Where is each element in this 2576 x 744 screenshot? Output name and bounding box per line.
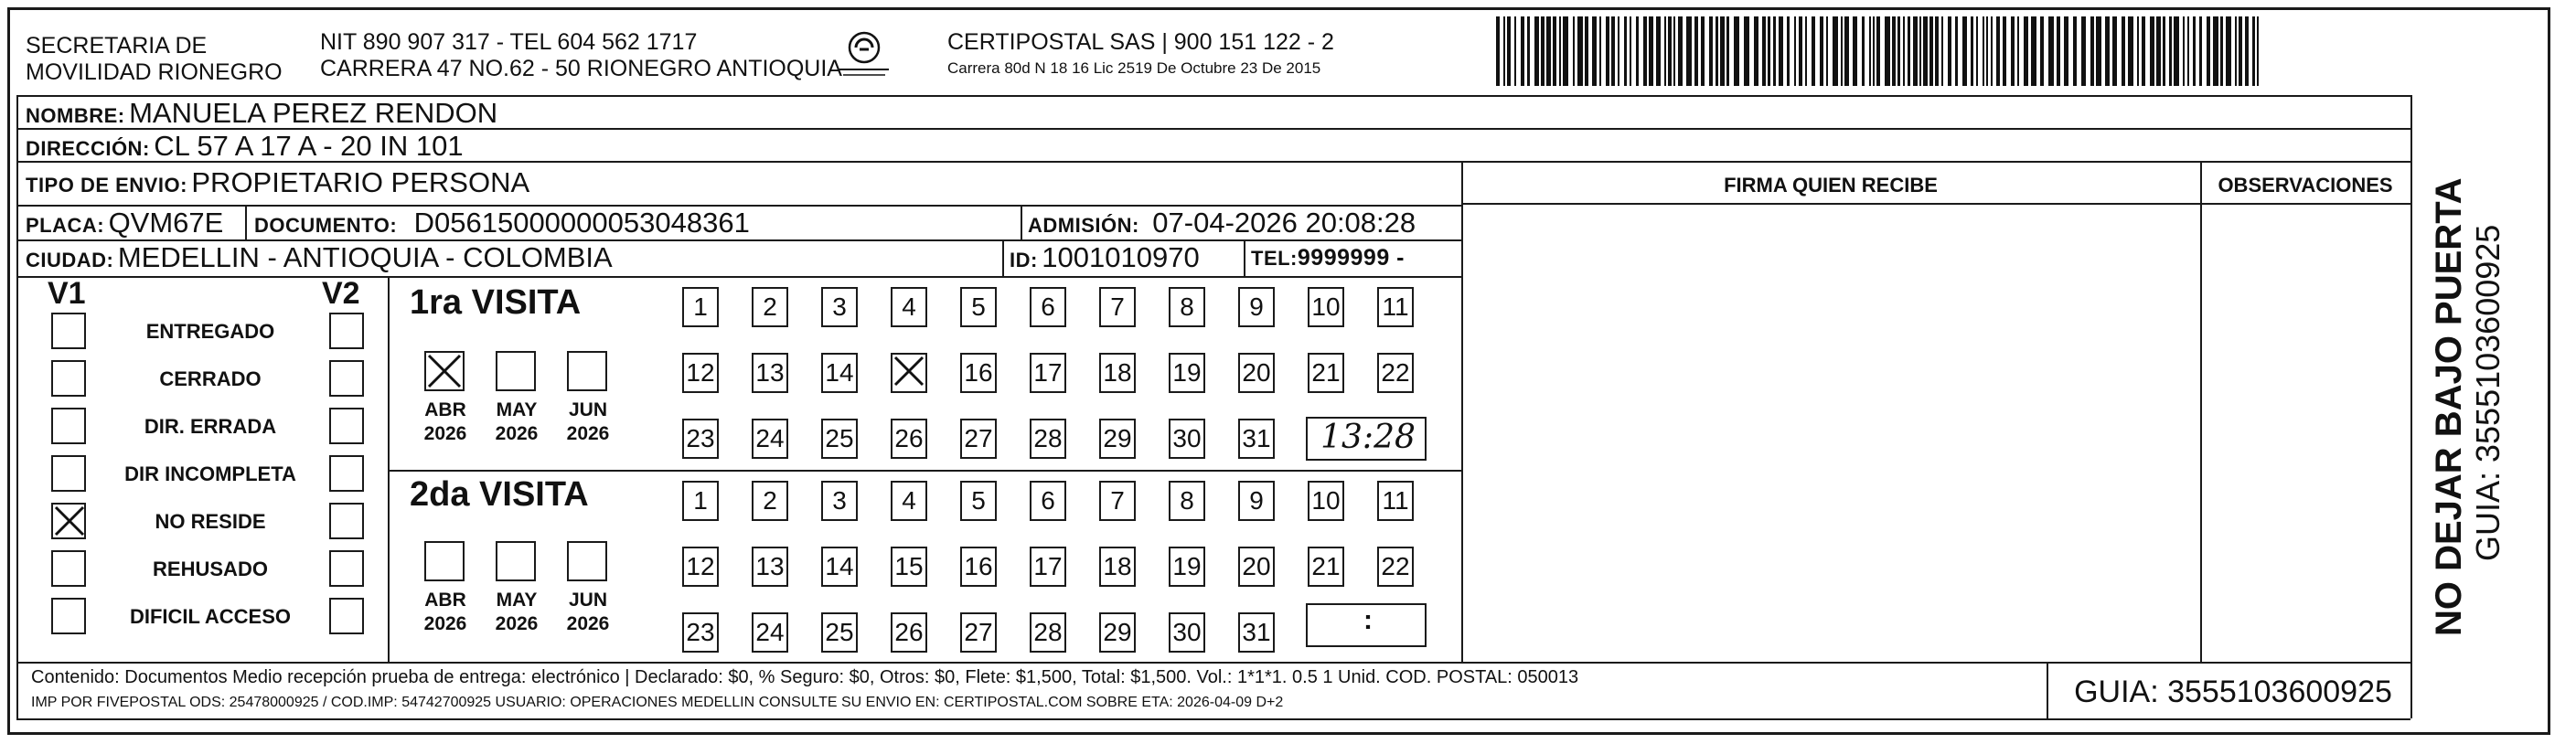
barcode-bar [1799, 16, 1802, 86]
barcode-bar [1503, 16, 1505, 86]
day-box[interactable]: 11 [1377, 287, 1414, 327]
barcode-bar [1996, 16, 2000, 86]
side-guia: GUIA: 3555103600925 [2469, 224, 2507, 561]
nombre-value: MANUELA PEREZ RENDON [129, 97, 498, 129]
day-box[interactable]: 28 [1030, 419, 1066, 459]
barcode-bar [1826, 16, 1828, 86]
barcode-bar [1553, 16, 1556, 86]
barcode-bar [2017, 16, 2019, 86]
day-box[interactable]: 25 [821, 419, 858, 459]
day-box[interactable]: 25 [821, 612, 858, 653]
day-box[interactable]: 1 [682, 481, 719, 521]
barcode-bar [2024, 16, 2028, 86]
issuer-name [26, 33, 283, 86]
visit2-time: : [1363, 605, 1373, 635]
day-box[interactable]: 13 [752, 547, 788, 587]
day-box[interactable]: 15 [891, 547, 927, 587]
month-name: ABR [424, 590, 466, 611]
v2-checkbox[interactable] [329, 360, 364, 397]
day-box[interactable]: 3 [821, 287, 858, 327]
tel-field [1251, 245, 1405, 271]
v2-label: V2 [322, 276, 360, 311]
barcode-bar [1521, 16, 1524, 86]
barcode-bar [2207, 16, 2210, 86]
day-box[interactable]: 29 [1099, 612, 1136, 653]
day-box[interactable]: 14 [821, 547, 858, 587]
day-box[interactable]: 3 [821, 481, 858, 521]
courier-logo-icon [832, 29, 896, 80]
barcode-bar [1720, 16, 1725, 86]
barcode-bar [1624, 16, 1627, 86]
placa-field [26, 207, 223, 239]
barcode-bar [1908, 16, 1910, 86]
day-box[interactable]: 1 [682, 287, 719, 327]
v2-checkbox[interactable] [329, 598, 364, 634]
v2-checkbox[interactable] [329, 503, 364, 539]
day-box[interactable]: 30 [1169, 419, 1205, 459]
barcode-bar [1611, 16, 1615, 86]
day-box[interactable]: 18 [1099, 353, 1136, 393]
footer-guia: GUIA: 3555103600925 [2074, 675, 2392, 709]
barcode-bar [2169, 16, 2172, 86]
id-label: ID: [1010, 249, 1038, 271]
barcode-bar [1923, 16, 1928, 86]
status-label: REHUSADO [153, 558, 268, 580]
barcode-bar [1709, 16, 1713, 86]
barcode-bar [1664, 16, 1666, 86]
day-box[interactable]: 14 [821, 353, 858, 393]
barcode-bar [2096, 16, 2101, 86]
barcode-bar [2193, 16, 2196, 86]
barcode-bar [1563, 16, 1568, 86]
firma-area[interactable] [1465, 207, 2197, 658]
barcode-bar [2040, 16, 2044, 86]
admision-field [1028, 207, 1416, 239]
ciudad-label: CIUDAD: [26, 249, 114, 271]
barcode-bar [1805, 16, 1807, 86]
observaciones-area[interactable] [2204, 207, 2407, 658]
nombre-row [26, 97, 497, 130]
barcode-bar [1853, 16, 1857, 86]
barcode-bar [1844, 16, 1849, 86]
barcode-bar [2031, 16, 2036, 86]
barcode-bar [1941, 16, 1943, 86]
month-name: JUN [568, 590, 607, 611]
day-box[interactable]: 8 [1169, 481, 1205, 521]
barcode-bar [2252, 16, 2255, 86]
day-box[interactable]: 10 [1308, 481, 1344, 521]
barcode-bar [1841, 16, 1843, 86]
issuer-line2: MOVILIDAD RIONEGRO [26, 59, 283, 85]
barcode-bar [1892, 16, 1896, 86]
barcode-bar [1514, 16, 1516, 86]
barcode-bar [1678, 16, 1683, 86]
barcode-bar [1636, 16, 1639, 86]
barcode-bar [1962, 16, 1967, 86]
barcode-bar [2105, 16, 2110, 86]
admision-value: 07-04-2026 20:08:28 [1152, 207, 1416, 239]
barcode-bar [1599, 16, 1601, 86]
day-box[interactable]: 23 [682, 419, 719, 459]
barcode-bar [2112, 16, 2117, 86]
id-value: 1001010970 [1042, 241, 1200, 273]
barcode-bar [1885, 16, 1890, 86]
barcode-bar [1496, 16, 1500, 86]
ciudad-field [26, 241, 613, 274]
barcode-bar [1694, 16, 1698, 86]
month-name: MAY [496, 399, 538, 420]
barcode-bar [1971, 16, 1973, 86]
visit1-title: 1ra VISITA [410, 283, 582, 322]
barcode-bar [1668, 16, 1672, 86]
id-field [1010, 241, 1200, 274]
barcode-bar [1686, 16, 1692, 86]
day-box[interactable]: 19 [1169, 353, 1205, 393]
barcode-bar [1618, 16, 1619, 86]
barcode-bar [2174, 16, 2179, 86]
barcode-bar [1630, 16, 1631, 86]
nit-line: NIT 890 907 317 - TEL 604 562 1717 [320, 29, 698, 55]
visit2-title: 2da VISITA [410, 475, 589, 514]
day-box[interactable]: 7 [1099, 481, 1136, 521]
barcode-bar [1643, 16, 1647, 86]
barcode-bar [1876, 16, 1880, 86]
day-box[interactable]: 22 [1377, 353, 1414, 393]
barcode-bar [1913, 16, 1918, 86]
day-box[interactable]: 28 [1030, 612, 1066, 653]
ciudad-value: MEDELLIN - ANTIOQUIA - COLOMBIA [117, 241, 613, 273]
side-notice: NO DEJAR BAJO PUERTA [2429, 177, 2469, 636]
day-box[interactable]: 9 [1238, 287, 1275, 327]
v2-checkbox[interactable] [329, 550, 364, 587]
barcode-bar [1976, 16, 1978, 86]
barcode-bar [1577, 16, 1583, 86]
firma-header: FIRMA QUIEN RECIBE [1724, 174, 1938, 197]
barcode-bar [1673, 16, 1675, 86]
month-name: MAY [496, 590, 538, 611]
month-checkbox[interactable] [424, 541, 465, 581]
day-box[interactable]: 12 [682, 353, 719, 393]
barcode-bar [1862, 16, 1865, 86]
day-box[interactable]: 10 [1308, 287, 1344, 327]
day-box[interactable]: 26 [891, 419, 927, 459]
barcode-bar [1649, 16, 1653, 86]
v1-checkbox[interactable] [51, 503, 86, 539]
barcode-bar [2245, 16, 2249, 86]
barcode-bar [1656, 16, 1661, 86]
barcode-bar [1701, 16, 1705, 86]
day-box[interactable]: 13 [752, 353, 788, 393]
day-box[interactable]: 24 [752, 612, 788, 653]
footer-imp: IMP POR FIVEPOSTAL ODS: 25478000925 / COD.IMP: 54742700925 USUARIO: OPERACIONES MEDELLIN CONSULTE SU ENVIO EN: CERTIPOSTAL.COM SOBRE ETA: 2026-04-09 D+2 [31, 695, 1284, 710]
barcode-bar [1833, 16, 1838, 86]
barcode-bar [1559, 16, 1561, 86]
barcode-bar [1754, 16, 1758, 86]
day-box[interactable]: 11 [1377, 481, 1414, 521]
footer-content: Contenido: Documentos Medio recepción prueba de entrega: electrónico | Declarado: $0, % Seguro: $0, Otros: $0, Flete: $1,500, Total: $1,500. Vol.: 1*1*1. 0.5 1 Unid. COD. POSTAL: 050013 [31, 667, 1579, 687]
barcode-bar [2122, 16, 2125, 86]
day-box[interactable]: 18 [1099, 547, 1136, 587]
barcode-bar [1812, 16, 1815, 86]
day-box[interactable]: 27 [960, 419, 997, 459]
status-label: DIFICIL ACCESO [129, 605, 291, 628]
barcode-bar [1773, 16, 1776, 86]
barcode-bar [1573, 16, 1575, 86]
tipo-label: TIPO DE ENVIO: [26, 174, 187, 197]
day-box[interactable]: 21 [1308, 547, 1344, 587]
observaciones-header: OBSERVACIONES [2218, 174, 2393, 197]
v1-label: V1 [48, 276, 86, 311]
barcode-bar [2187, 16, 2189, 86]
v1-checkbox[interactable] [51, 360, 86, 397]
courier-info [947, 29, 1334, 81]
day-box[interactable]: 17 [1030, 547, 1066, 587]
barcode-bar [1820, 16, 1823, 86]
status-label: DIR. ERRADA [144, 415, 277, 438]
day-box[interactable] [891, 353, 927, 393]
issuer-contact [320, 29, 842, 82]
documento-value: D0561500000005304836​1 [413, 207, 750, 239]
barcode-bar [1955, 16, 1958, 86]
day-box[interactable]: 2 [752, 481, 788, 521]
tel-label: TEL: [1251, 247, 1298, 270]
day-box[interactable]: 17 [1030, 353, 1066, 393]
courier-line: CERTIPOSTAL SAS | 900 151 122 - 2 [947, 29, 1334, 55]
barcode-bar [1983, 16, 1984, 86]
placa-value: QVM67E [108, 207, 224, 239]
month-checkbox[interactable] [496, 541, 536, 581]
barcode-bar [1534, 16, 1539, 86]
day-box[interactable]: 21 [1308, 353, 1344, 393]
documento-field [254, 207, 750, 239]
day-box[interactable]: 26 [891, 612, 927, 653]
month-checkbox[interactable] [567, 351, 607, 391]
barcode-bar [1869, 16, 1871, 86]
barcode-bar [2257, 16, 2259, 86]
barcode-bar [1716, 16, 1718, 86]
barcode-bar [1606, 16, 1609, 86]
barcode-bar [2064, 16, 2068, 86]
day-box[interactable]: 31 [1238, 612, 1275, 653]
day-box[interactable]: 27 [960, 612, 997, 653]
barcode-bar [1794, 16, 1796, 86]
day-box[interactable]: 31 [1238, 419, 1275, 459]
v1-checkbox[interactable] [51, 408, 86, 444]
status-label: ENTREGADO [145, 320, 275, 343]
barcode-bar [1897, 16, 1900, 86]
direccion-label: DIRECCIÓN: [26, 137, 150, 160]
status-label: DIR INCOMPLETA [124, 462, 296, 485]
direccion-value: CL 57 A 17 A - 20 IN 101 [154, 130, 464, 162]
barcode-bar [1991, 16, 1993, 86]
barcode-bar [2142, 16, 2145, 86]
month-year: 2026 [566, 423, 610, 444]
month-checkbox[interactable] [424, 351, 465, 391]
barcode-bar [2183, 16, 2185, 86]
barcode-bar [1935, 16, 1939, 86]
tipo-value: PROPIETARIO PERSONA [191, 166, 530, 198]
month-name: JUN [568, 399, 607, 420]
barcode-bar [2011, 16, 2015, 86]
barcode-bar [1948, 16, 1951, 86]
day-box[interactable]: 30 [1169, 612, 1205, 653]
placa-label: PLACA: [26, 214, 105, 237]
day-box[interactable]: 12 [682, 547, 719, 587]
day-box[interactable]: 16 [960, 353, 997, 393]
day-box[interactable]: 6 [1030, 481, 1066, 521]
direccion-row [26, 130, 464, 163]
day-box[interactable]: 19 [1169, 547, 1205, 587]
tel-value: 9999999 - [1297, 245, 1405, 271]
day-box[interactable]: 20 [1238, 353, 1275, 393]
day-box[interactable]: 7 [1099, 287, 1136, 327]
status-label: CERRADO [159, 367, 262, 390]
barcode-bar [2163, 16, 2165, 86]
month-checkbox[interactable] [567, 541, 607, 581]
barcode-bar [1592, 16, 1597, 86]
day-box[interactable]: 5 [960, 481, 997, 521]
barcode-bar [2220, 16, 2223, 86]
barcode-bar [1919, 16, 1921, 86]
courier-license: Carrera 80d N 18 16 Lic 2519 De Octubre 23 De 2015 [947, 59, 1321, 77]
barcode-bar [1507, 16, 1511, 86]
barcode-bar [2235, 16, 2237, 86]
day-box[interactable]: 8 [1169, 287, 1205, 327]
day-box[interactable]: 29 [1099, 419, 1136, 459]
day-box[interactable]: 2 [752, 287, 788, 327]
v2-checkbox[interactable] [329, 455, 364, 492]
barcode-bar [2048, 16, 2054, 86]
tipo-row [26, 166, 529, 199]
issuer-line1: SECRETARIA DE [26, 33, 208, 58]
barcode-bar [1779, 16, 1783, 86]
status-label: NO RESIDE [155, 510, 266, 533]
month-year: 2026 [423, 613, 467, 634]
barcode-bar [1541, 16, 1545, 86]
admision-label: ADMISIÓN: [1028, 214, 1139, 237]
barcode-bar [1527, 16, 1530, 86]
barcode-bar [1768, 16, 1770, 86]
day-box[interactable]: 6 [1030, 287, 1066, 327]
day-box[interactable]: 4 [891, 481, 927, 521]
day-box[interactable]: 16 [960, 547, 997, 587]
barcode-bar [2128, 16, 2133, 86]
month-year: 2026 [495, 423, 539, 444]
barcode-bar [1903, 16, 1905, 86]
barcode-bar [1726, 16, 1729, 86]
barcode-bar [2239, 16, 2242, 86]
barcode-bar [1744, 16, 1749, 86]
barcode-bar [2213, 16, 2218, 86]
barcode-bar [2226, 16, 2231, 86]
barcode [1496, 16, 2262, 86]
barcode-bar [2003, 16, 2006, 86]
barcode-bar [1873, 16, 1875, 86]
nombre-label: NOMBRE: [26, 104, 125, 127]
barcode-bar [2081, 16, 2086, 86]
barcode-bar [2137, 16, 2139, 86]
barcode-bar [2199, 16, 2202, 86]
barcode-bar [1787, 16, 1790, 86]
day-box[interactable]: 5 [960, 287, 997, 327]
barcode-bar [1929, 16, 1933, 86]
barcode-bar [1986, 16, 1988, 86]
v1-checkbox[interactable] [51, 455, 86, 492]
v2-checkbox[interactable] [329, 408, 364, 444]
v1-checkbox[interactable] [51, 550, 86, 587]
address-line: CARRERA 47 NO.62 - 50 RIONEGRO ANTIOQUIA [320, 56, 842, 81]
barcode-bar [2057, 16, 2060, 86]
barcode-bar [2150, 16, 2154, 86]
barcode-bar [2090, 16, 2094, 86]
barcode-bar [2073, 16, 2077, 86]
v1-checkbox[interactable] [51, 598, 86, 634]
month-year: 2026 [566, 613, 610, 634]
month-year: 2026 [423, 423, 467, 444]
day-box[interactable]: 23 [682, 612, 719, 653]
barcode-bar [1734, 16, 1739, 86]
day-box[interactable]: 4 [891, 287, 927, 327]
month-checkbox[interactable] [496, 351, 536, 391]
barcode-bar [1546, 16, 1551, 86]
day-box[interactable]: 22 [1377, 547, 1414, 587]
barcode-bar [1762, 16, 1766, 86]
documento-label: DOCUMENTO: [254, 214, 398, 237]
day-box[interactable]: 9 [1238, 481, 1275, 521]
barcode-bar [1585, 16, 1588, 86]
v2-checkbox[interactable] [329, 313, 364, 349]
day-box[interactable]: 20 [1238, 547, 1275, 587]
month-name: ABR [424, 399, 466, 420]
visit1-time: 13:28 [1320, 419, 1416, 456]
day-box[interactable]: 24 [752, 419, 788, 459]
barcode-bar [2156, 16, 2161, 86]
month-year: 2026 [495, 613, 539, 634]
v1-checkbox[interactable] [51, 313, 86, 349]
